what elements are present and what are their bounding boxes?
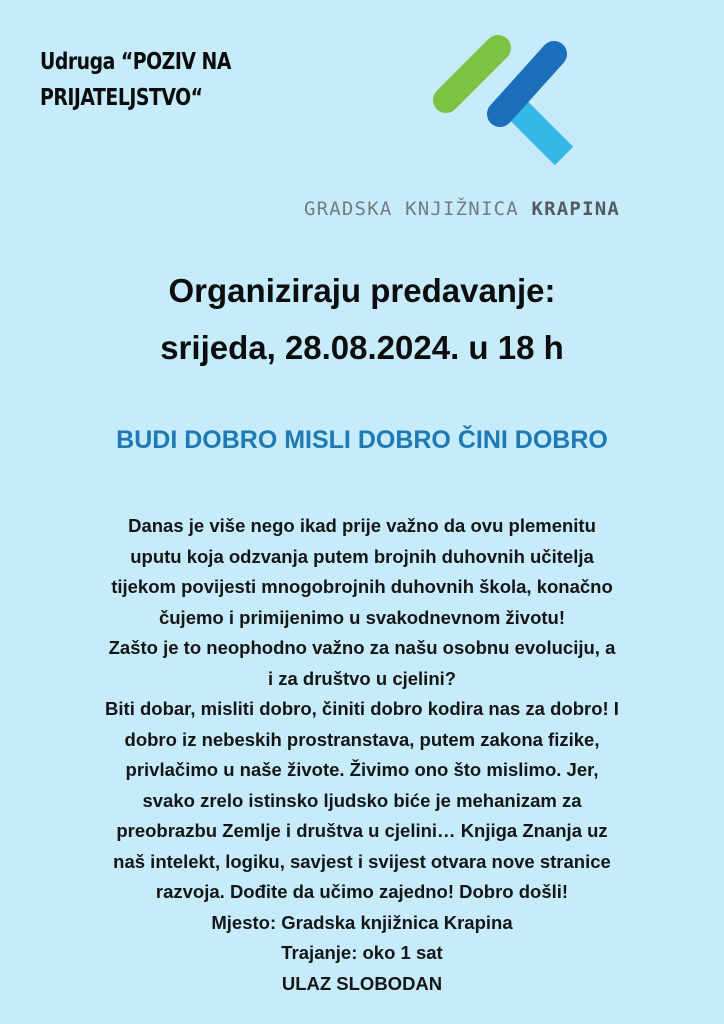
- library-name: [304, 198, 620, 220]
- description-line: privlačimo u naše živote. Živimo ono što mislimo. Jer,: [125, 759, 599, 780]
- organizer-line-1: Udruga “POZIV NA: [40, 49, 231, 75]
- description-line: uputu koja odzvanja putem brojnih duhovnih učitelja: [130, 545, 594, 567]
- description-line: i za društvo u cjelini?: [267, 667, 457, 689]
- event-headline: [0, 262, 724, 376]
- description-line: razvoja. Dođite da učimo zajedno! Dobro došli!: [155, 881, 569, 902]
- description-line: Danas je više nego ikad prije važno da ovu plemenitu: [128, 515, 596, 536]
- description-line: Biti dobar, misliti dobro, činiti dobro kodira nas za dobro! I: [105, 698, 619, 719]
- description-line: naš intelekt, logiku, savjest i svijest otvara nove stranice: [113, 850, 611, 872]
- description-line: svako zrelo istinsko ljudsko biće je mehanizam za: [142, 789, 582, 811]
- description-line: dobro iz nebeskih prostranstava, putem zakona fizike,: [124, 728, 600, 750]
- library-name-part2: KRAPINA: [531, 198, 620, 220]
- description-line: preobrazbu Zemlje i društva u cjelini… Knjiga Znanja uz: [116, 820, 608, 841]
- headline-line-1: Organiziraju predavanje:: [168, 272, 556, 309]
- description-line: čujemo i primijenimo u svakodnevnom životu!: [158, 606, 566, 628]
- description-line: Zašto je to neophodno važno za našu osobnu evoluciju, a: [108, 637, 616, 658]
- library-name-part1: GRADSKA KNJIŽNICA: [304, 198, 519, 220]
- event-location: Mjesto: Gradska knjižnica Krapina: [211, 911, 513, 933]
- organizer-title: [40, 44, 253, 116]
- event-duration: Trajanje: oko 1 sat: [281, 942, 443, 963]
- event-entry: ULAZ SLOBODAN: [281, 972, 443, 994]
- lecture-description: [20, 511, 704, 999]
- logo-green-stroke: [446, 48, 498, 100]
- organizer-line-2: PRIJATELJSTVO“: [40, 85, 203, 111]
- description-line: tijekom povijesti mnogobrojnih duhovnih škola, konačno: [111, 576, 613, 597]
- lecture-title: BUDI DOBRO MISLI DOBRO ČINI DOBRO: [116, 426, 608, 454]
- headline-line-2: srijeda, 28.08.2024. u 18 h: [160, 329, 564, 366]
- knjiznica-logo-icon: [428, 30, 578, 170]
